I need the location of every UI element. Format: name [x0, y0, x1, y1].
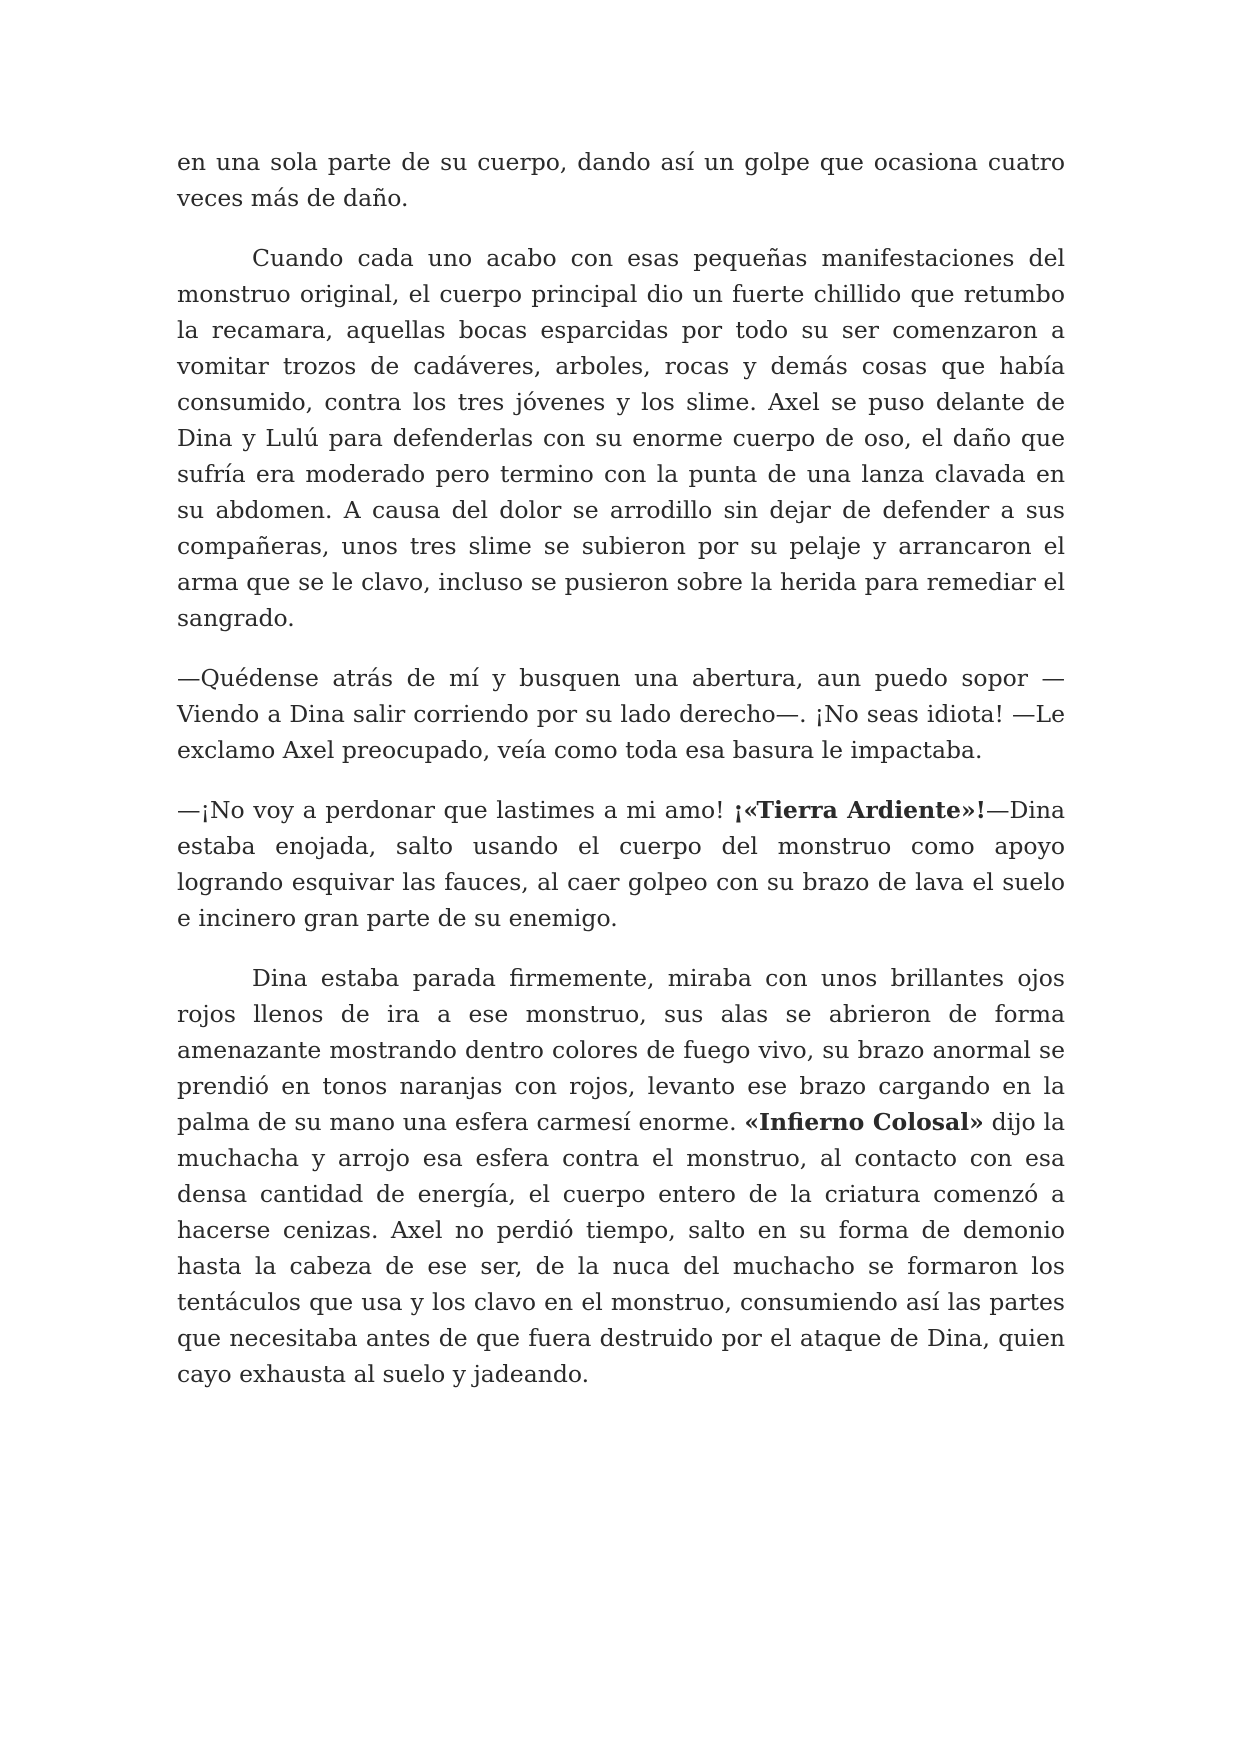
- paragraph-2-text: Cuando cada uno acabo con esas pequeñas manifestaciones del monstruo original, el cuerpo principal dio un fuerte chillido que retumbo la recamara, aquellas bocas esparcidas por todo su ser comenzaron a vomitar trozos de cadáveres, arboles, rocas y demás cosas que había consumido, contra los tres jóvenes y los slime. Axel se puso delante de Dina y Lulú para defenderlas con su enorme cuerpo de oso, el daño que sufría era moderado pero termino con la punta de una lanza clavada en su abdomen. A causa del dolor se arrodillo sin dejar de defender a sus compañeras, unos tres slime se subieron por su pelaje y arrancaron el arma que se le clavo, incluso se pusieron sobre la herida para remediar el sangrado.: [177, 244, 1065, 632]
- paragraph-3-dialogue: [177, 660, 1065, 768]
- attack-name-infierno-colosal: «Infierno Colosal»: [744, 1108, 984, 1136]
- paragraph-1: [177, 144, 1065, 216]
- paragraph-5-text-a: Dina estaba parada firmemente, miraba con unos brillantes ojos rojos llenos de ira a ese monstruo, sus alas se abrieron de forma amenazante mostrando dentro colores de fuego vivo, su brazo anormal se prendió en tonos naranjas con rojos, levanto ese brazo cargando en la palma de su mano una esfera carmesí enorme.: [177, 964, 1065, 1136]
- paragraph-5: [177, 960, 1065, 1392]
- paragraph-4-dialogue: [177, 792, 1065, 936]
- paragraph-2: [177, 240, 1065, 636]
- body-text: [177, 144, 1065, 1416]
- paragraph-5-text-b: dijo la muchacha y arrojo esa esfera contra el monstruo, al contacto con esa densa cantidad de energía, el cuerpo entero de la criatura comenzó a hacerse cenizas. Axel no perdió tiempo, salto en su forma de demonio hasta la cabeza de ese ser, de la nuca del muchacho se formaron los tentáculos que usa y los clavo en el monstruo, consumiendo así las partes que necesitaba antes de que fuera destruido por el ataque de Dina, quien cayo exhausta al suelo y jadeando.: [177, 1108, 1065, 1388]
- paragraph-4-text-a: —¡No voy a perdonar que lastimes a mi amo!: [177, 796, 734, 824]
- attack-name-tierra-ardiente: ¡«Tierra Ardiente»!: [733, 796, 986, 824]
- paragraph-4-text-b: —Dina estaba enojada, salto usando el cuerpo del monstruo como apoyo logrando esquivar las fauces, al caer golpeo con su brazo de lava el suelo e incinero gran parte de su enemigo.: [177, 796, 1065, 932]
- paragraph-1-text: en una sola parte de su cuerpo, dando así un golpe que ocasiona cuatro veces más de daño.: [177, 148, 1065, 212]
- paragraph-3-text: —Quédense atrás de mí y busquen una abertura, aun puedo sopor —Viendo a Dina salir corriendo por su lado derecho—. ¡No seas idiota! —Le exclamo Axel preocupado, veía como toda esa basura le impactaba.: [177, 664, 1065, 764]
